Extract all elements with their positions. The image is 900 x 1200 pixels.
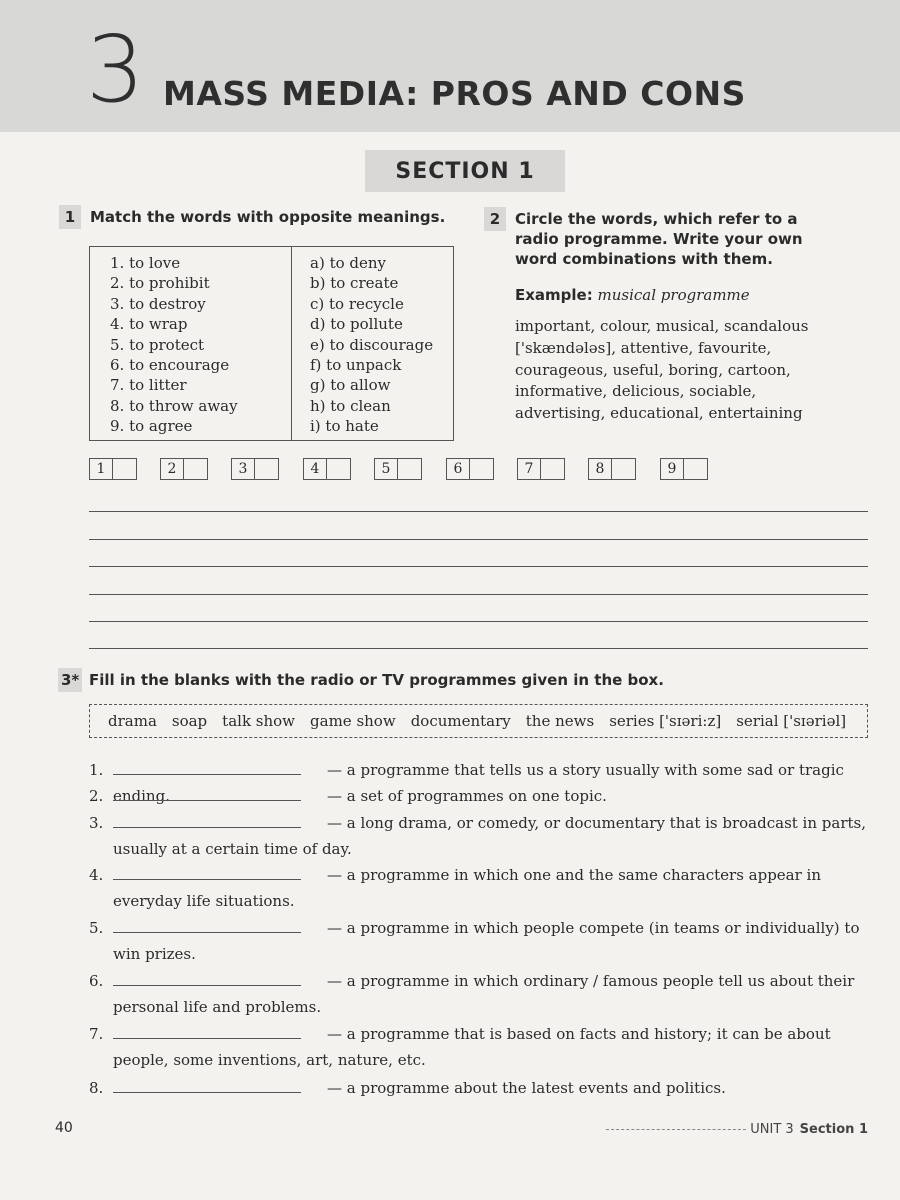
example-text: musical programme [597, 286, 750, 304]
writing-line[interactable] [89, 594, 868, 595]
answer-box-number: 8 [589, 459, 612, 479]
fill-item-text: — a programme in which one and the same characters appear in everyday life situations. [113, 866, 822, 910]
fill-item [89, 968, 871, 1020]
fill-item-text: — a programme in which people compete (in teams or individually) to win prizes. [113, 919, 860, 963]
answer-box[interactable] [374, 458, 422, 480]
answer-box-number: 3 [232, 459, 255, 479]
answer-box-number: 6 [447, 459, 470, 479]
answer-box[interactable] [160, 458, 208, 480]
answer-box-number: 2 [161, 459, 184, 479]
answer-box[interactable] [588, 458, 636, 480]
fill-item-number: 6. [89, 972, 104, 990]
word-box-item: soap [171, 712, 208, 730]
match-left-item: 9. to agree [110, 417, 193, 436]
fill-item-number: 7. [89, 1025, 104, 1043]
matching-left-column [90, 247, 292, 440]
match-right-item: f) to unpack [310, 356, 402, 375]
fill-blank[interactable] [113, 1038, 301, 1039]
exercise-3-number: 3* [58, 668, 82, 692]
fill-item [89, 862, 871, 914]
match-left-item: 2. to prohibit [110, 274, 210, 293]
answer-box-number: 5 [375, 459, 398, 479]
word-box-item: series ['sɪəri:z] [609, 712, 722, 730]
unit-title: MASS MEDIA: PROS AND CONS [163, 74, 746, 113]
answer-box[interactable] [446, 458, 494, 480]
match-right-item: h) to clean [310, 396, 391, 415]
footer-unit: UNIT 3 [750, 1122, 794, 1137]
writing-line[interactable] [89, 566, 868, 567]
fill-item-text: — a programme in which ordinary / famous people tell us about their personal life and problems. [113, 972, 855, 1016]
fill-blank[interactable] [113, 774, 301, 775]
word-box-item: game show [310, 712, 396, 730]
fill-blank[interactable] [113, 800, 301, 801]
answer-box-number: 1 [90, 459, 113, 479]
example-label: Example: [515, 286, 593, 304]
fill-item-number: 3. [89, 814, 104, 832]
exercise-3-instruction: Fill in the blanks with the radio or TV programmes given in the box. [89, 671, 664, 689]
fill-item [89, 783, 871, 809]
match-left-item: 1. to love [110, 254, 181, 272]
fill-blank[interactable] [113, 827, 301, 828]
fill-item-number: 2. [89, 787, 104, 805]
fill-item [89, 1075, 871, 1101]
match-left-item: 6. to encourage [110, 356, 230, 375]
footer-section: Section 1 [799, 1122, 868, 1137]
fill-item-number: 1. [89, 761, 104, 779]
answer-box[interactable] [303, 458, 351, 480]
answer-box[interactable] [517, 458, 565, 480]
match-left-item: 8. to throw away [110, 396, 238, 415]
word-box [89, 704, 868, 738]
match-right-item: i) to hate [310, 417, 379, 436]
fill-item-text: — a programme that tells us a story usually with some sad or tragic ending. [113, 761, 844, 805]
answer-box[interactable] [89, 458, 137, 480]
writing-line[interactable] [89, 648, 868, 649]
match-right-item: a) to deny [310, 254, 387, 272]
match-left-item: 7. to litter [110, 376, 187, 395]
match-right-item: b) to create [310, 274, 399, 293]
match-right-item: e) to discourage [310, 335, 434, 354]
match-left-item: 4. to wrap [110, 315, 188, 334]
answer-box-number: 4 [304, 459, 327, 479]
unit-number: 3 [86, 16, 145, 123]
footer-unit-label [606, 1122, 868, 1137]
match-right-item: c) to recycle [310, 294, 404, 313]
word-box-item: the news [525, 712, 595, 730]
fill-item-text: — a long drama, or comedy, or documentary that is broadcast in parts, usually at a certain time of day. [113, 814, 866, 858]
fill-item [89, 1021, 871, 1073]
fill-item-text: — a programme about the latest events and politics. [327, 1079, 726, 1097]
word-box-item: serial ['sɪəriəl] [736, 712, 847, 730]
word-box-item: documentary [410, 712, 511, 730]
fill-blank[interactable] [113, 932, 301, 933]
answer-box[interactable] [231, 458, 279, 480]
fill-item-number: 8. [89, 1079, 104, 1097]
answer-box-number: 9 [661, 459, 684, 479]
answer-box-number: 7 [518, 459, 541, 479]
fill-item-number: 4. [89, 866, 104, 884]
word-box-item: drama [108, 712, 157, 730]
section-heading: SECTION 1 [365, 150, 565, 192]
writing-line[interactable] [89, 621, 868, 622]
footer-rule [606, 1129, 746, 1130]
exercise-1-number: 1 [59, 205, 81, 229]
match-right-item: g) to allow [310, 376, 391, 395]
page-number: 40 [55, 1120, 73, 1136]
exercise-2-number: 2 [484, 207, 506, 231]
writing-line[interactable] [89, 539, 868, 540]
matching-right-column [292, 247, 433, 440]
fill-blank[interactable] [113, 1092, 301, 1093]
exercise-1-instruction: Match the words with opposite meanings. [90, 208, 446, 226]
example-line [515, 286, 750, 304]
fill-item-text: — a programme that is based on facts and history; it can be about people, some inventions, art, nature, etc. [113, 1025, 831, 1069]
match-left-item: 5. to protect [110, 335, 205, 354]
word-box-item: talk show [222, 712, 296, 730]
answer-box[interactable] [660, 458, 708, 480]
writing-line[interactable] [89, 511, 868, 512]
match-left-item: 3. to destroy [110, 294, 206, 313]
fill-item-number: 5. [89, 919, 104, 937]
word-list: important, colour, musical, scandalous ['skændələs], attentive, favourite, courageous, useful, boring, cartoon, informative, delicious, sociable, advertising, educational, entertaining [515, 317, 809, 423]
exercise-2-instruction: Circle the words, which refer to a radio programme. Write your own word combinations with them. [515, 210, 803, 268]
fill-item [89, 915, 871, 967]
fill-item-text: — a set of programmes on one topic. [327, 787, 607, 805]
fill-blank[interactable] [113, 985, 301, 986]
match-right-item: d) to pollute [310, 315, 403, 334]
fill-blank[interactable] [113, 879, 301, 880]
fill-item [89, 810, 871, 862]
matching-table [89, 246, 454, 441]
